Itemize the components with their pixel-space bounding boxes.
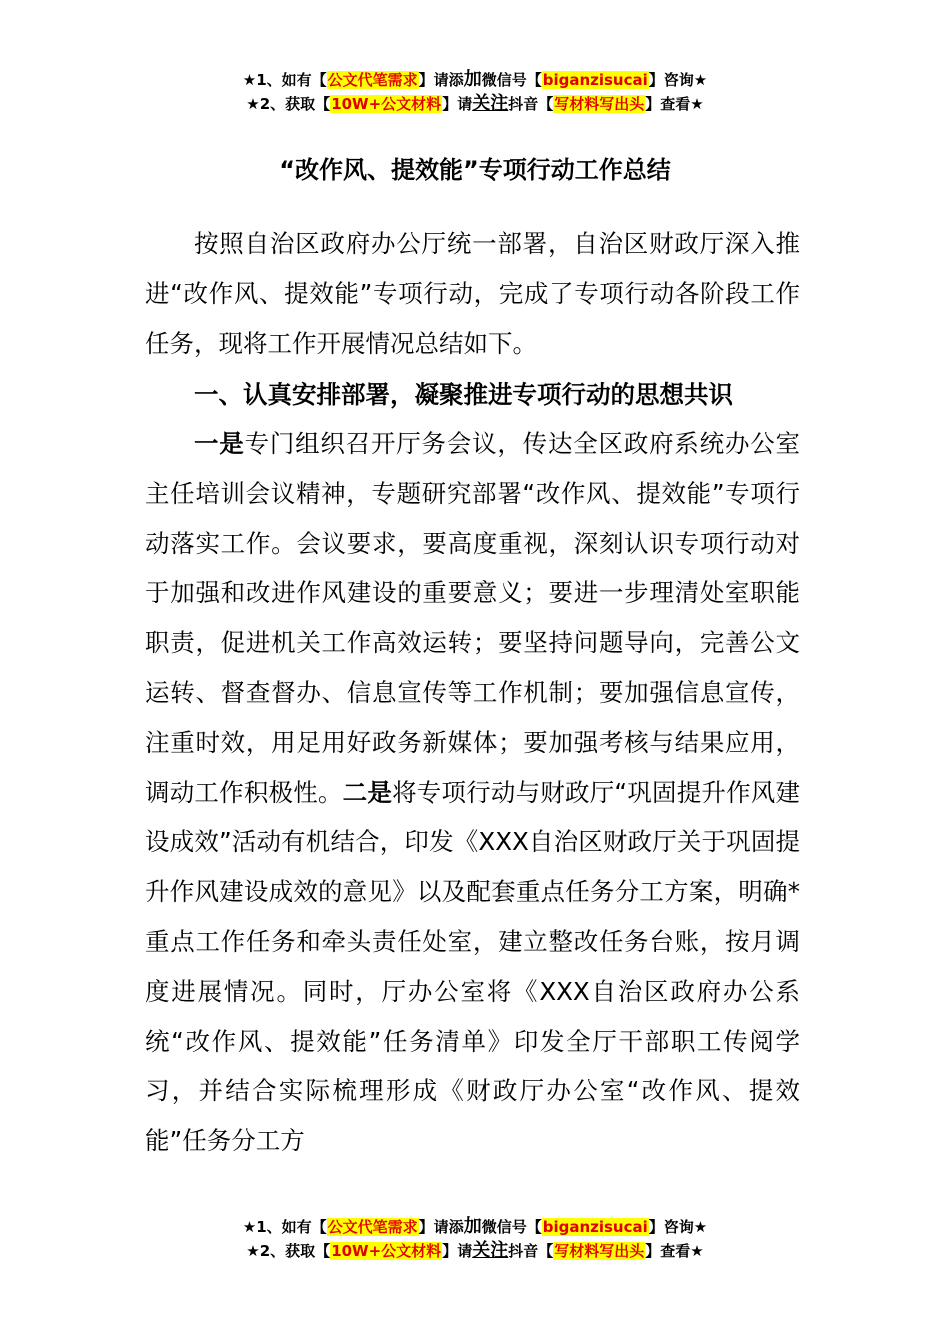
banner-highlight: 10W+公文材料 bbox=[331, 1242, 442, 1260]
banner-text: 】请添 bbox=[418, 1218, 464, 1236]
banner-wechat-id: biganzisucai bbox=[542, 71, 648, 89]
banner-line-1 bbox=[0, 68, 950, 92]
banner-text: ★2、获取【 bbox=[246, 1242, 331, 1260]
lead-marker: 二是 bbox=[342, 777, 393, 807]
paragraph-text: 专门组织召开厅务会议，传达全区政府系统办公室主任培训会议精神，专题研究部署“改作风、提效能”专项行动落实工作。会议要求，要高度重视，深刻认识专项行动对于加强和改进作风建设的重要意义；要进一步理清处室职能职责，促进机关工作高效运转；要坚持问题导向，完善公文运转、督查督办、信息宣传等工作机制；要加强信息宣传，注重时效，用足用好政务新媒体；要加强考核与结果应用，调动工作积极性。 bbox=[145, 429, 801, 807]
banner-highlight: 写材料写出头 bbox=[554, 1242, 645, 1260]
banner-highlight: 公文代笔需求 bbox=[327, 1218, 418, 1236]
banner-text: 抖音【 bbox=[508, 1242, 554, 1260]
header-banner bbox=[0, 68, 950, 116]
intro-text: 按照自治区政府办公厅统一部署，自治区财政厅深入推进“改作风、提效能”专项行动，完成了专项行动各阶段工作任务，现将工作开展情况总结如下。 bbox=[145, 229, 800, 358]
banner-text: 】查看★ bbox=[645, 1242, 704, 1260]
banner-highlight: 10W+公文材料 bbox=[331, 95, 442, 113]
banner-wechat-id: biganzisucai bbox=[542, 1218, 648, 1236]
banner-line-2 bbox=[0, 1239, 950, 1263]
banner-text: 加 bbox=[463, 1216, 482, 1237]
detail-text bbox=[145, 419, 800, 1166]
banner-text: 】请添 bbox=[418, 71, 464, 89]
banner-line-1 bbox=[0, 1215, 950, 1239]
banner-text: 微信号【 bbox=[481, 71, 542, 89]
banner-highlight: 写材料写出头 bbox=[554, 95, 645, 113]
footer-banner bbox=[0, 1215, 950, 1263]
banner-text: 加 bbox=[463, 69, 482, 90]
banner-highlight: 公文代笔需求 bbox=[327, 71, 418, 89]
heading-text: 一、认真安排部署，凝聚推进专项行动的思想共识 bbox=[194, 380, 733, 409]
banner-text: 】咨询★ bbox=[648, 71, 708, 89]
banner-text: 】咨询★ bbox=[648, 1218, 708, 1236]
intro-paragraph bbox=[145, 219, 800, 368]
banner-text: ★1、如有【 bbox=[242, 1218, 327, 1236]
banner-text: ★2、获取【 bbox=[246, 95, 331, 113]
banner-text: 关注 bbox=[472, 93, 509, 114]
banner-text: 】请 bbox=[442, 95, 473, 113]
banner-text: 抖音【 bbox=[508, 95, 554, 113]
detail-paragraph bbox=[145, 419, 800, 1166]
banner-line-2 bbox=[0, 92, 950, 116]
banner-text: 关注 bbox=[472, 1240, 509, 1261]
section-heading bbox=[145, 370, 800, 420]
lead-marker: 一是 bbox=[194, 429, 245, 458]
document-title: “改作风、提效能”专项行动工作总结 bbox=[279, 156, 671, 184]
banner-text: 】查看★ bbox=[645, 95, 704, 113]
paragraph-text: 将专项行动与财政厅“巩固提升作风建设成效”活动有机结合，印发《XXX自治区财政厅关于巩固提升作风建设成效的意见》以及配套重点任务分工方案，明确*重点工作任务和牵头责任处室，建立整改任务台账，按月调度进展情况。同时，厅办公室将《XXX自治区政府办公系统“改作风、提效能”任务清单》印发全厅干部职工传阅学习，并结合实际梳理形成《财政厅办公室“改作风、提效能”任务分工方 bbox=[145, 777, 801, 1156]
banner-text: 微信号【 bbox=[481, 1218, 542, 1236]
banner-text: 】请 bbox=[442, 1242, 473, 1260]
banner-text: ★1、如有【 bbox=[242, 71, 327, 89]
